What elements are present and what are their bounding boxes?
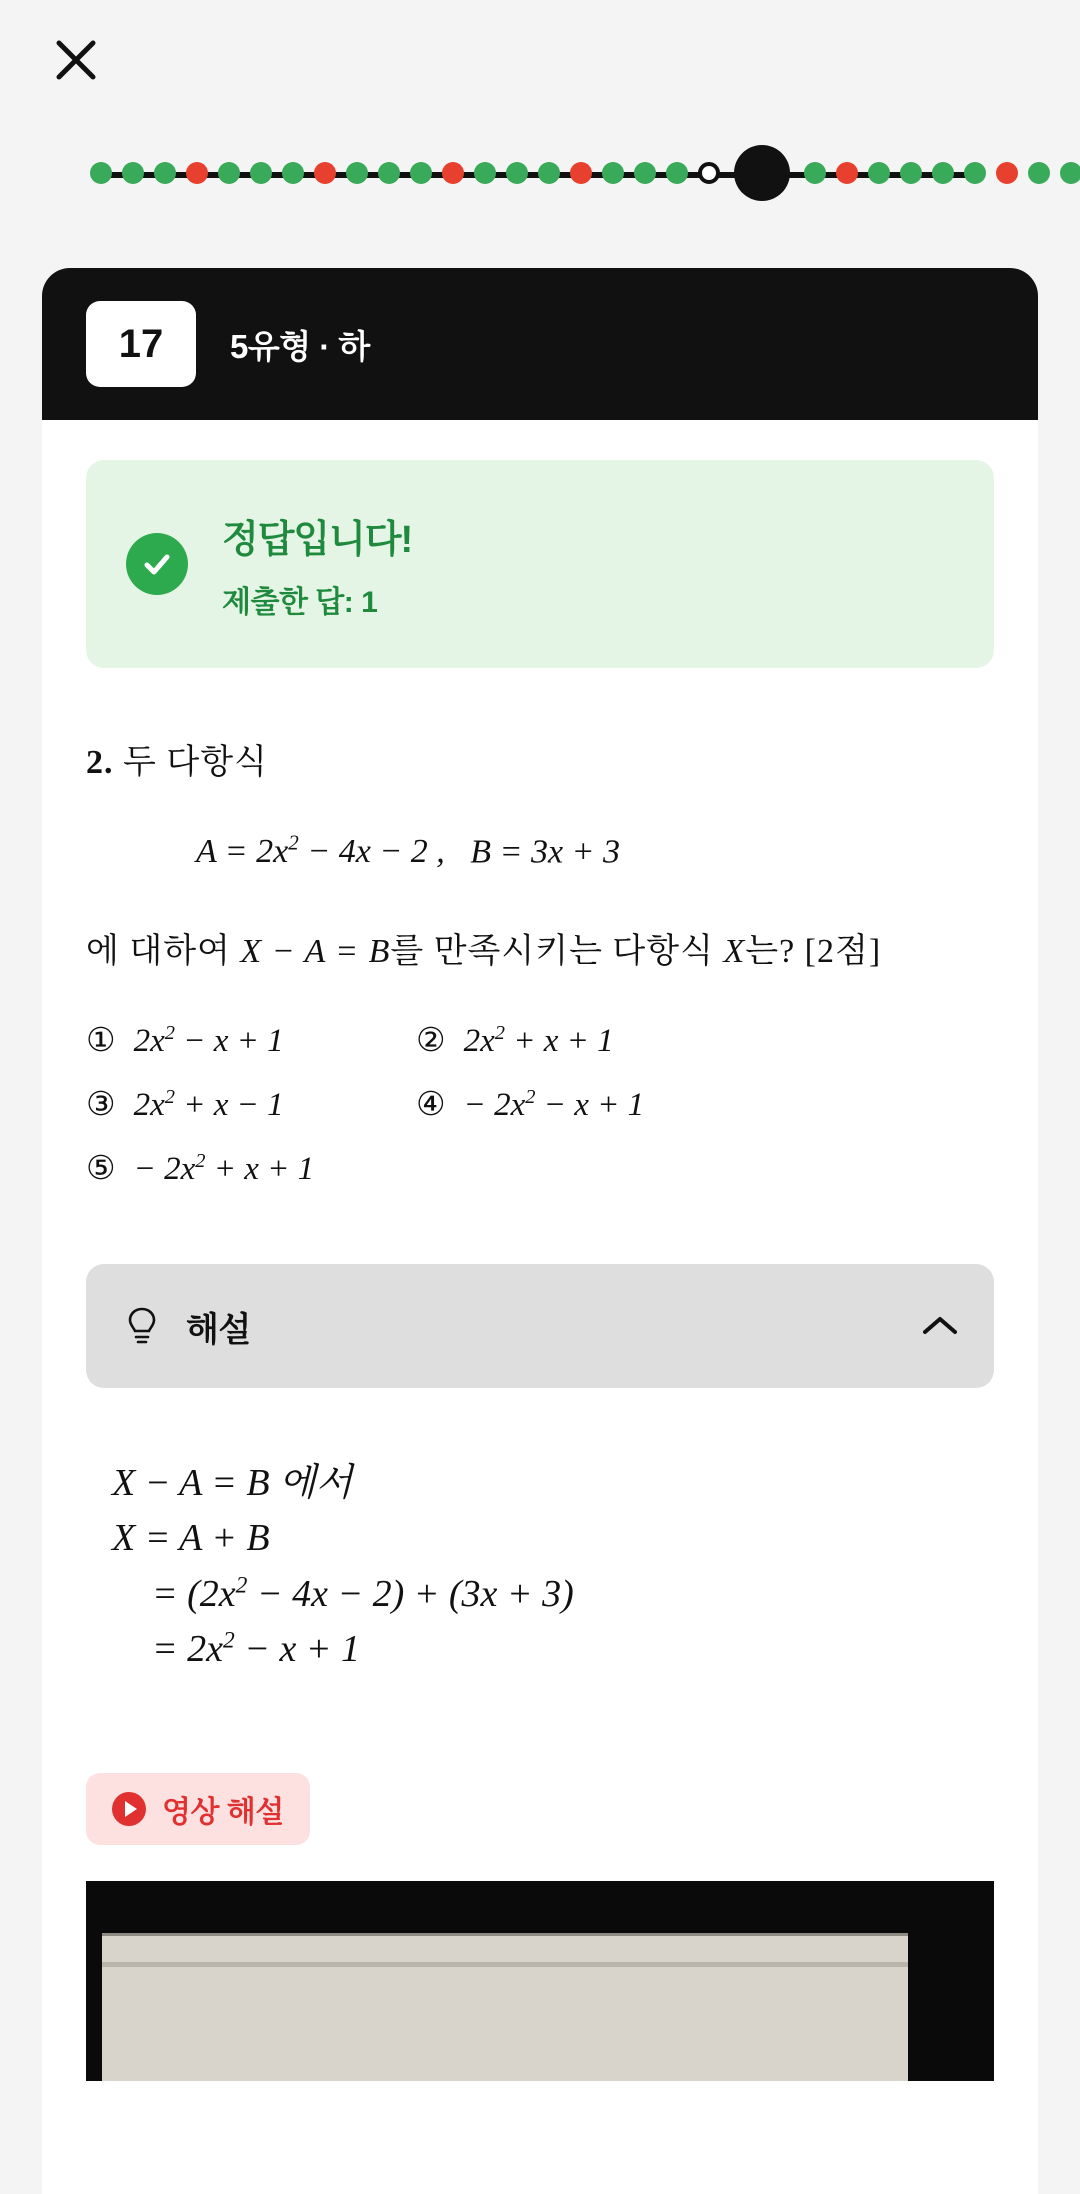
equation-b: B = 3x + 3	[470, 833, 620, 871]
answer-choice-marker: ②	[416, 1023, 446, 1060]
progress-dot[interactable]	[570, 162, 592, 184]
explanation-line-1: X − A = B 에서	[112, 1462, 353, 1505]
answer-choice-expression: $2x^2 + x - 1$	[133, 1086, 284, 1124]
explanation-line-3: = $(2x^2 - 4x - 2) + (3x + 3)$	[152, 1571, 574, 1615]
video-thumbnail	[102, 1933, 908, 2081]
result-title: 정답입니다!	[222, 518, 413, 561]
answer-choice-expression: $2x^2 - x + 1$	[133, 1022, 284, 1060]
progress-dot[interactable]	[218, 162, 240, 184]
progress-dot[interactable]	[1028, 162, 1050, 184]
result-banner	[86, 460, 994, 668]
question-card-body	[42, 460, 1038, 2081]
progress-tracker[interactable]	[0, 120, 1080, 225]
video-explanation-label: 영상 해설	[162, 1795, 284, 1829]
question-type-label: 5유형 · 하	[230, 327, 370, 365]
progress-dot[interactable]	[282, 162, 304, 184]
progress-dot[interactable]	[250, 162, 272, 184]
progress-dot[interactable]	[474, 162, 496, 184]
question-given-equations	[196, 831, 994, 871]
progress-dot[interactable]	[804, 162, 826, 184]
progress-dot[interactable]	[538, 162, 560, 184]
progress-dot[interactable]	[602, 162, 624, 184]
video-player[interactable]	[86, 1881, 994, 2081]
chevron-up-icon[interactable]	[920, 1314, 960, 1338]
progress-dot[interactable]	[698, 162, 720, 184]
lightbulb-icon	[120, 1306, 164, 1346]
close-icon[interactable]	[48, 32, 104, 88]
answer-choice-expression: − $2x^2 - x + 1$	[463, 1086, 645, 1124]
question-card	[42, 268, 1038, 2194]
answer-choice-expression: − $2x^2 + x + 1$	[133, 1150, 315, 1188]
progress-dot[interactable]	[836, 162, 858, 184]
question-body	[86, 734, 994, 1188]
question-stem-number: 2.	[86, 744, 114, 781]
progress-dot-list	[90, 120, 1080, 225]
video-explanation-button[interactable]	[86, 1773, 310, 1845]
progress-dot[interactable]	[964, 162, 986, 184]
answer-choice-marker: ④	[416, 1087, 446, 1124]
answer-choice-3[interactable]	[86, 1084, 416, 1124]
submitted-answer-value: 1	[361, 585, 378, 619]
progress-dot[interactable]	[666, 162, 688, 184]
answer-choices[interactable]	[86, 1020, 994, 1188]
answer-choice-expression: $2x^2 + x + 1$	[463, 1022, 614, 1060]
answer-choice-4[interactable]	[416, 1084, 746, 1124]
question-card-header	[42, 268, 1038, 420]
progress-dot[interactable]	[378, 162, 400, 184]
progress-dot[interactable]	[90, 162, 112, 184]
answer-choice-marker: ③	[86, 1087, 116, 1124]
progress-dot[interactable]	[506, 162, 528, 184]
explanation-content	[86, 1430, 994, 1702]
progress-dot[interactable]	[1060, 162, 1080, 184]
answer-choice-2[interactable]	[416, 1020, 746, 1060]
explanation-toggle[interactable]	[86, 1264, 994, 1388]
answer-choice-marker: ⑤	[86, 1151, 116, 1188]
progress-dot[interactable]	[996, 162, 1018, 184]
progress-dot[interactable]	[868, 162, 890, 184]
submitted-answer-row	[222, 577, 412, 621]
explanation-line-2: X = A + B	[112, 1517, 270, 1560]
answer-choice-marker: ①	[86, 1023, 116, 1060]
progress-dot[interactable]	[314, 162, 336, 184]
explanation-title: 해설	[186, 1310, 251, 1349]
answer-choice-1[interactable]	[86, 1020, 416, 1060]
question-number-badge: 17	[86, 301, 196, 387]
submitted-answer-label: 제출한 답:	[222, 585, 362, 619]
result-texts	[222, 508, 412, 621]
progress-dot[interactable]	[154, 162, 176, 184]
progress-dot[interactable]	[122, 162, 144, 184]
top-bar	[0, 0, 1080, 120]
question-stem-line2: 에 대하여 X − A = B를 만족시키는 다항식 X는? [2점]	[86, 933, 882, 971]
play-icon	[112, 1792, 146, 1826]
progress-dot[interactable]	[442, 162, 464, 184]
answer-choice-5[interactable]	[86, 1148, 416, 1188]
check-circle-icon	[126, 533, 188, 595]
explanation-line-4: = $2x^2 - x + 1$	[152, 1626, 360, 1670]
question-stem-text: 두 다항식	[123, 744, 268, 781]
progress-dot[interactable]	[186, 162, 208, 184]
progress-dot[interactable]	[634, 162, 656, 184]
progress-dot[interactable]	[932, 162, 954, 184]
equation-a: $A = 2x^2 - 4x - 2$ ,	[196, 831, 445, 871]
progress-dot[interactable]	[410, 162, 432, 184]
progress-dot[interactable]	[346, 162, 368, 184]
question-stem-line1	[86, 734, 994, 783]
progress-dot[interactable]	[900, 162, 922, 184]
progress-dot-current[interactable]	[734, 145, 790, 201]
